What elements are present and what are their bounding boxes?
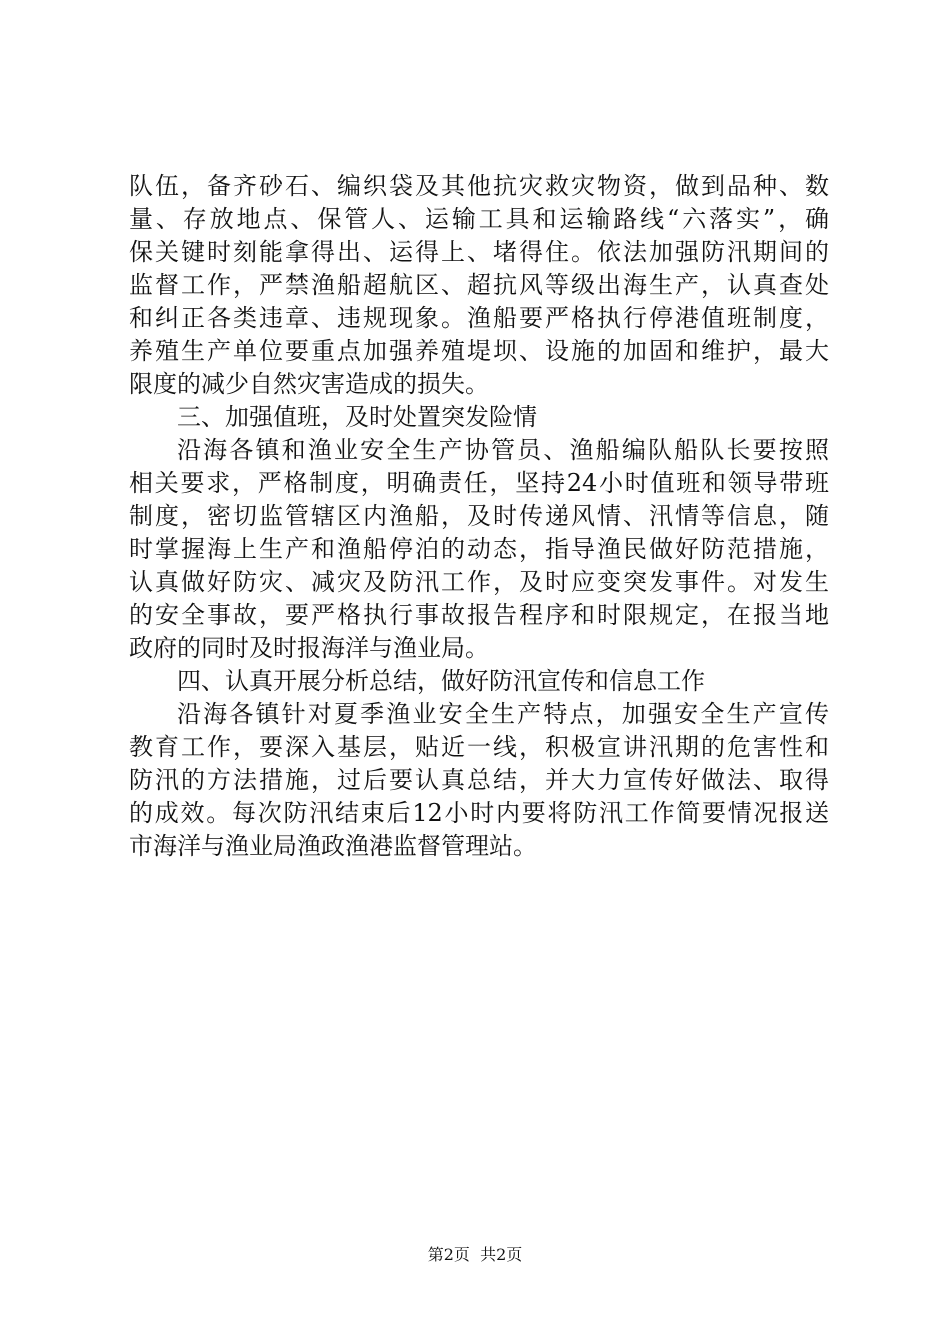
paragraph-1 (129, 170, 829, 401)
text-line: 和纠正各类违章、违规现象。渔船要严格执行停港值班制度， (129, 304, 829, 332)
paragraph-2 (129, 434, 829, 665)
text-line: 市海洋与渔业局渔政渔港监督管理站。 (129, 832, 537, 860)
document-body (129, 170, 829, 863)
text-line: 队伍，备齐砂石、编织袋及其他抗灾救灾物资，做到品种、数 (129, 172, 829, 200)
text-line: 认真做好防灾、减灾及防汛工作，及时应变突发事件。对发生 (129, 568, 829, 596)
text-line: 的安全事故，要严格执行事故报告程序和时限规定，在报当地 (129, 601, 829, 629)
text-line: 量、存放地点、保管人、运输工具和运输路线“六落实”，确 (129, 205, 829, 233)
text-line: 监督工作，严禁渔船超航区、超抗风等级出海生产，认真查处 (129, 271, 829, 299)
text-line: 限度的减少自然灾害造成的损失。 (129, 370, 489, 398)
text-line: 保关键时刻能拿得出、运得上、堵得住。依法加强防汛期间的 (129, 238, 829, 266)
paragraph-3 (129, 698, 829, 863)
text-line: 政府的同时及时报海洋与渔业局。 (129, 634, 489, 662)
text-line: 的成效。每次防汛结束后12小时内要将防汛工作简要情况报送 (129, 799, 829, 827)
heading-text: 三、加强值班，及时处置突发险情 (177, 403, 537, 431)
text-line: 教育工作，要深入基层，贴近一线，积极宣讲汛期的危害性和 (129, 733, 829, 761)
page-footer (0, 1244, 950, 1266)
text-line: 沿海各镇和渔业安全生产协管员、渔船编队船队长要按照 (177, 436, 829, 464)
text-line: 时掌握海上生产和渔船停泊的动态，指导渔民做好防范措施， (129, 535, 829, 563)
section-heading-3 (129, 401, 829, 434)
text-line: 沿海各镇针对夏季渔业安全生产特点，加强安全生产宣传 (177, 700, 829, 728)
text-line: 相关要求，严格制度，明确责任，坚持24小时值班和领导带班 (129, 469, 829, 497)
page-number-label: 第2页 共2页 (427, 1245, 523, 1264)
text-line: 养殖生产单位要重点加强养殖堤坝、设施的加固和维护，最大 (129, 337, 829, 365)
text-line: 制度，密切监管辖区内渔船，及时传递风情、汛情等信息，随 (129, 502, 829, 530)
section-heading-4 (129, 665, 829, 698)
heading-text: 四、认真开展分析总结，做好防汛宣传和信息工作 (177, 667, 705, 695)
text-line: 防汛的方法措施，过后要认真总结，并大力宣传好做法、取得 (129, 766, 829, 794)
